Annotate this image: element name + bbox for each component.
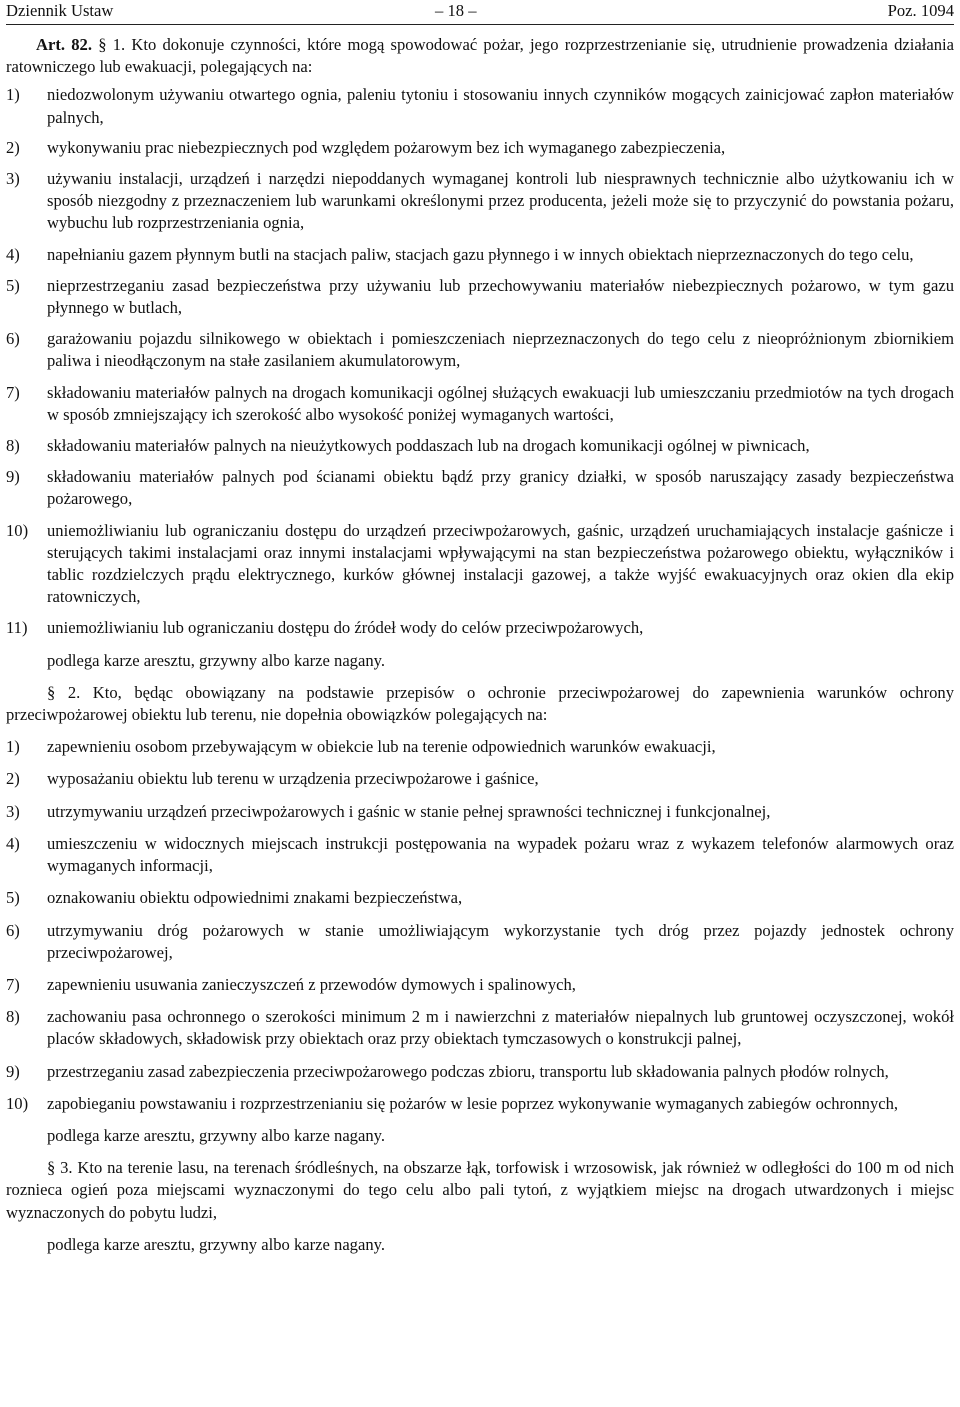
list-item: 2) wyposażaniu obiektu lub terenu w urządzenia przeciwpożarowe i gaśnice, [6,769,539,789]
list-item: 4) napełnianiu gazem płynnym butli na stacjach paliw, stacjach gazu płynnego i w innych obiektach nieprzeznaczonych do tego celu, [6,244,914,264]
article-82 [6,34,954,1256]
list-item: 7) składowaniu materiałów palnych na drogach komunikacji ogólnej służących ewakuacji lub umieszczaniu przedmiotów na tych drogach w sposób zmniejszający ich szerokość albo wysokość poniżej wymaganych wartości, [6,382,954,424]
list-item: 2) wykonywaniu prac niebezpiecznych pod względem pożarowym bez ich wymaganego zabezpieczenia, [6,137,726,157]
list-item: 3) utrzymywaniu urządzeń przeciwpożarowych i gaśnic w stanie pełnej sprawności technicznej i funkcjonalnej, [6,801,771,821]
article-label: Art. 82. [36,35,92,54]
list-item: 5) oznakowaniu obiektu odpowiednimi znakami bezpieczeństwa, [6,888,463,908]
section-1-penalty: podlega karze aresztu, grzywny albo karze nagany. [47,650,386,670]
header-rule [6,24,954,25]
list-item: 9) przestrzeganiu zasad zabezpieczenia przeciwpożarowego podczas zbioru, transportu lub składowania palnych płodów rolnych, [6,1061,889,1081]
list-item: 10) zapobieganiu powstawaniu i rozprzestrzenianiu się pożarów w lesie poprzez wykonywanie wymaganych zabiegów ochronnych, [6,1093,899,1113]
list-item: 9) składowaniu materiałów palnych pod ścianami obiektu bądź przy granicy działki, w sposób naruszający zasady bezpieczeństwa pożarowego, [6,467,954,509]
document-page [6,0,954,1254]
section-2-penalty: podlega karze aresztu, grzywny albo karze nagany. [47,1125,386,1145]
list-item: 4) umieszczeniu w widocznych miejscach instrukcji postępowania na wypadek pożaru wraz z wykazem telefonów alarmowych oraz wymaganych informacji, [6,833,954,876]
section-1-intro: Art. 82. § 1. Kto dokonuje czynności, które mogą spowodować pożar, jego rozprzestrzenianie się, utrudnienie prowadzenia działania ratowniczego lub ewakuacji, polegających na: [6,35,954,77]
list-item: 8) zachowaniu pasa ochronnego o szerokości minimum 2 m i nawierzchni z materiałów niepalnych lub gruntowej oczyszczonej, wokół placów składowych, składowisk przy obiektach oraz przy obiektach tymczasowych o konstrukcji palnej, [6,1007,954,1049]
journal-title: Dziennik Ustaw [6,1,114,20]
section-3-penalty: podlega karze aresztu, grzywny albo karze nagany. [47,1234,386,1254]
list-item: 5) nieprzestrzeganiu zasad bezpieczeństwa przy używaniu lub przechowywaniu materiałów niebezpiecznych pożarowo, w tym gazu płynnego w butlach, [6,275,954,318]
page-header [6,0,954,22]
page-number: – 18 – [435,1,477,20]
section-2-list [6,736,954,1115]
list-item: 7) zapewnieniu usuwania zanieczyszczeń z przewodów dymowych i spalinowych, [6,974,576,994]
list-item: 1) zapewnieniu osobom przebywającym w obiekcie lub na terenie odpowiednich warunków ewakuacji, [6,737,716,757]
list-item: 11) uniemożliwianiu lub ograniczaniu dostępu do źródeł wody do celów przeciwpożarowych, [6,618,644,638]
section-2-intro: § 2. Kto, będąc obowiązany na podstawie przepisów o ochronie przeciwpożarowej do zapewnienia warunków ochrony przeciwpożarowej obiektu lub terenu, nie dopełnia obowiązków polegających na: [6,682,954,725]
list-item: 8) składowaniu materiałów palnych na nieużytkowych poddaszach lub na drogach komunikacji ogólnej w piwnicach, [6,436,810,456]
section-3-intro: § 3. Kto na terenie lasu, na terenach śródleśnych, na obszarze łąk, torfowisk i wrzosowisk, jak również w odległości do 100 m od nich roznieca ogień poza miejscami wyznaczonymi do tego celu albo pali tytoń, z wyjątkiem miejsc na drogach utwardzonych i miejsc wyznaczonych do pobytu ludzi, [6,1158,954,1222]
list-item: 6) utrzymywaniu dróg pożarowych w stanie umożliwiającym wykorzystanie tych dróg przez pojazdy jednostek ochrony przeciwpożarowej, [6,920,954,962]
position-number: Poz. 1094 [887,1,954,20]
list-item: 10) uniemożliwianiu lub ograniczaniu dostępu do urządzeń przeciwpożarowych, gaśnic, urządzeń uruchamiających instalacje gaśnicze i sterujących takimi instalacjami oraz innymi instalacjami wpływającymi na stan bezpieczeństwa pożarowego obiektu, wyłączników i tablic rozdzielczych prądu elektrycznego, kurków głównej instalacji gazowej, a także wyjść ewakuacyjnych oraz okien dla ekip ratowniczych, [6,520,954,607]
section-1-list [6,84,954,639]
list-item: 6) garażowaniu pojazdu silnikowego w obiektach i pomieszczeniach nieprzeznaczonych do tego celu z nieopróżnionym zbiornikiem paliwa i nieodłączonym na stałe zasilaniem akumulatorowym, [6,329,954,371]
list-item: 1) niedozwolonym używaniu otwartego ognia, paleniu tytoniu i stosowaniu innych czynników mogących zainicjować zapłon materiałów palnych, [6,85,954,127]
list-item: 3) używaniu instalacji, urządzeń i narzędzi niepoddanych wymaganej kontroli lub niesprawnych technicznie albo użytkowaniu ich w sposób niezgodny z przeznaczeniem lub warunkami określonymi przez producenta, jeżeli może się to przyczynić do powstania pożaru, wybuchu lub rozprzestrzeniania ognia, [6,169,954,233]
